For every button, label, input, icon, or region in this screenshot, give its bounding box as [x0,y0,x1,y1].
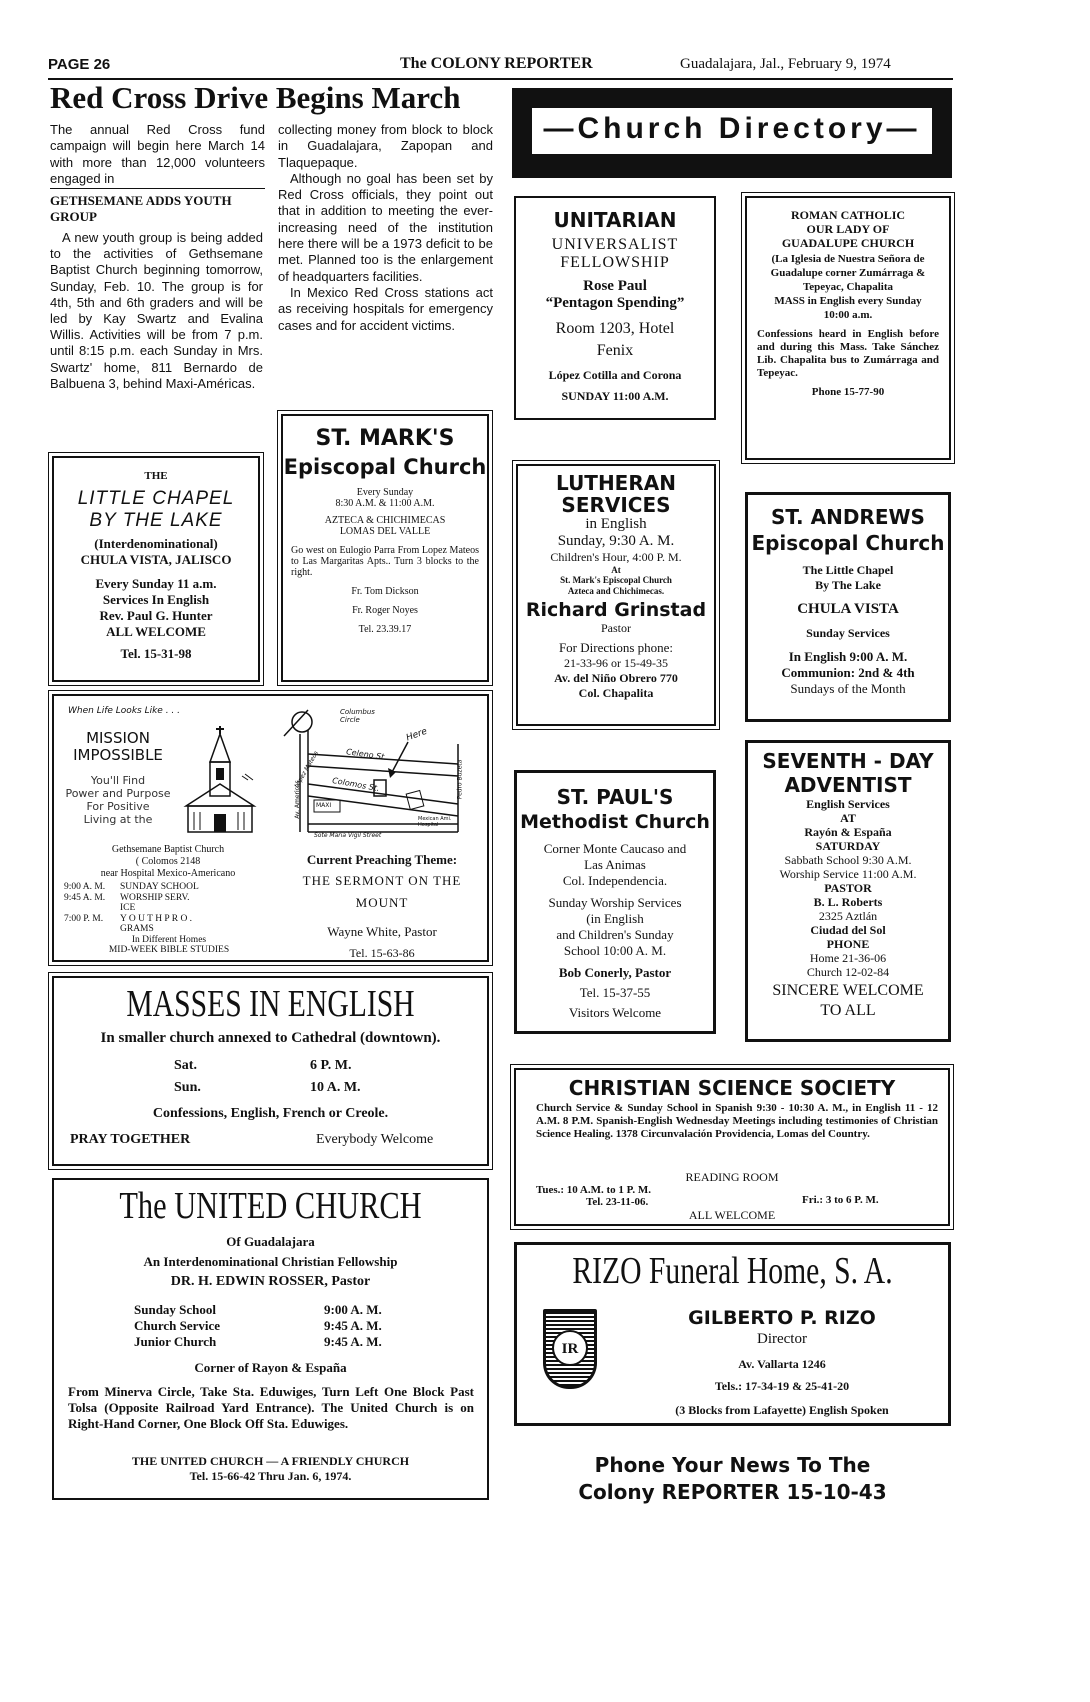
mi-l10: near Hospital Mexico-Americano [100,868,236,879]
sp-t2: Methodist Church [520,811,710,833]
mi-l8: Gethsemane Baptist Church [111,844,225,855]
mi-l7: Living at the [83,813,153,826]
ad-l13: Church 12-02-84 [806,965,890,979]
lc-name1: LITTLE CHAPEL [77,488,235,509]
uc-s1: Sunday School [134,1302,217,1317]
ad-l7: PASTOR [824,881,872,895]
uc-of: Of Guadalajara [226,1234,315,1249]
ad-l11: PHONE [826,937,870,951]
sm-p1: Fr. Tom Dickson [351,586,419,597]
masses-sun: Sun. [174,1080,201,1095]
uc-pastor: DR. H. EDWIN ROSSER, Pastor [170,1274,371,1289]
gethsemane-headline: GETHSEMANE ADDS YOUTH GROUP [50,193,232,224]
rizo-tels: Tels.: 17-34-19 & 25-41-20 [714,1379,850,1393]
rc-tel: Phone 15-77-90 [811,386,885,398]
sm-title2: Episcopal Church [283,455,487,479]
masses-conf: Confessions, English, French or Creole. [152,1106,389,1121]
sm-p2: Fr. Roger Noyes [352,605,418,616]
christian-science-ad [514,1068,950,1226]
sp-tel: Tel. 15-37-55 [579,985,651,1000]
un-speaker: Rose Paul [583,278,647,294]
mi-l11: In Different Homes [131,934,207,945]
sa-l7: Sundays of the Month [790,681,906,696]
little-chapel-ad [52,456,260,682]
page-number: PAGE 26 [48,56,111,73]
mi-l3: IMPOSSIBLE [73,746,163,764]
sp-l4: Sunday Worship Services [548,895,682,910]
rizo-name: GILBERTO P. RIZO [688,1307,876,1329]
map-maxi: MAXI [316,802,332,809]
sp-t1: ST. PAUL'S [556,785,674,809]
masses-sun-time: 10 A. M. [310,1080,361,1095]
mission-ad [52,694,489,962]
cs-welcome: ALL WELCOME [688,1208,776,1222]
ad-l2: AT [840,811,856,825]
sm-l3: AZTECA & CHICHIMECAS [324,515,446,526]
masses-ad [52,976,489,1166]
map-here: Here [404,726,429,744]
masses-sat: Sat. [174,1058,197,1073]
adventist-ad [745,740,951,1042]
mi-l5: Power and Purpose [65,787,171,800]
red-cross-col2 [278,122,493,334]
sa-t2: Episcopal Church [751,531,945,555]
un-t3: FELLOWSHIP [560,254,670,271]
sa-l5: In English 9:00 A. M. [788,649,908,664]
sa-l6: Communion: 2nd & 4th [781,665,915,680]
ad-l1: English Services [806,797,890,811]
sa-l4: Sunday Services [806,626,890,640]
un-topic: “Pentagon Spending” [545,295,685,311]
cs-tel: Tel. 23-11-06. [586,1196,649,1208]
mi-s1a: 9:00 A. M. [64,882,106,892]
sp-l2: Las Animas [584,857,646,872]
rc-l5: MASS in English every Sunday 10:00 a.m. [774,295,922,321]
st-pauls-ad [514,770,716,1034]
mi-l4: You'll Find [90,774,146,787]
uc-title: The UNITED CHURCH [119,1185,422,1227]
masses-welcome: Everybody Welcome [316,1132,434,1147]
church-drawing-icon [172,722,272,840]
mi-theme: THE SERMONT ON THE MOUNT [302,873,462,910]
unitarian-ad [514,196,716,420]
sm-dir: Go west on Eulogio Parra From Lopez Mateos to Las Margaritas Apts.. Turn 3 blocks to the right. [291,545,479,578]
ad-l10: Ciudad del Sol [810,923,886,937]
cs-rr: READING ROOM [685,1170,779,1184]
lu-l5: St. Mark's Episcopal Church [560,575,672,585]
lutheran-ad [516,464,716,726]
sa-l2: By The Lake [815,578,881,592]
rizo-role: Director [757,1331,807,1347]
map-pedro: Pedro Buzeta [456,759,464,800]
lu-l10: Col. Chapalita [578,686,654,700]
mi-schedule [64,882,274,956]
footer-l2: Colony REPORTER 15-10-43 [578,1480,887,1504]
st-marks-ad [281,414,489,682]
sp-pastor: Bob Conerly, Pastor [558,965,672,980]
lc-l2: Services In English [102,592,210,607]
uc-desc: An Interdenominational Christian Fellowship [143,1254,398,1269]
sm-l4: LOMAS DEL VALLE [339,526,431,537]
rizo-note: (3 Blocks from Lafayette) English Spoken [675,1403,889,1417]
sm-l1: Every Sunday [356,487,414,498]
sp-l1: Corner Monte Caucaso and [543,841,687,856]
masses-sub: In smaller church annexed to Cathedral (downtown). [100,1030,441,1046]
un-hotel: Fenix [596,342,634,359]
uc-dir: From Minerva Circle, Take Sta. Eduwiges, Turn Left One Block Past Tolsa (Opposite Railroad Yard Entrance). The United Church is on Right-Hand Corner, One Block Off Sta. Eduwiges. [68,1384,474,1431]
lu-l1: in English [585,516,647,532]
lc-l4: ALL WELCOME [106,624,206,639]
lu-l3: Children's Hour, 4:00 P. M. [550,550,682,564]
mi-s3b: Y O U T H P R O . [120,913,193,924]
red-cross-p2: Although no goal has been set by Red Cross officials, they point out that in addition to meeting the ever-increasing need of the institution here there will be a 1973 deficit to be met. Planned too is the enlargement of headquarters facilities. [278,170,493,284]
mi-tagline [62,774,174,826]
ad-l8: B. L. Roberts [813,895,883,909]
lu-t1: LUTHERAN [556,471,676,495]
lc-place: CHULA VISTA, JALISCO [80,552,232,567]
lc-l3: Rev. Paul G. Hunter [99,608,213,623]
mi-l12: MID-WEEK BIBLE STUDIES [108,945,230,955]
mi-church-info [60,844,276,880]
un-t2: UNIVERSALIST [551,236,679,253]
gethsemane-body: A new youth group is being added to the activities of Gethsemane Baptist Church beginning tomorrow, Sunday, Feb. 10. The group is for 4th, 5th and 6th graders and will be led by Kay Swartz and Evalina Willis. Activities will be from 7 p.m. until 8:15 p.m. each Sunday in Mrs. Swartz' home, 811 Bernardo de Balbuena 3, behind Maxi-Américas. [50,230,263,391]
mi-s2a: 9:45 A. M. [64,892,106,903]
ad-l3: Rayón & España [804,825,892,839]
ad-l5: Sabbath School 9:30 A.M. [784,853,912,867]
cs-body: Church Service & Sunday School in Spanish 9:30 - 10:30 A. M., in English 11 - 12 A.M. 8 P.M. Spanish-English Wednesday Meetings including testimonies of Christian Science Healing. 1378 Circunvalación Providencia, Lomas del Country. [536,1102,938,1140]
ad-l4: SATURDAY [815,839,881,853]
lu-l6: Azteca and Chichimecas. [567,586,665,596]
lc-name2: BY THE LAKE [89,510,223,531]
map-sote: Sote Maria Vigil Street [314,832,382,839]
mi-s2c: ICE [120,903,136,913]
divider [50,188,265,189]
sa-l1: The Little Chapel [802,563,894,577]
sp-l6: and Children's Sunday [556,927,674,942]
rc-l1: ROMAN CATHOLIC [790,208,906,222]
masses-sat-time: 6 P. M. [310,1058,352,1073]
uc-t3: 9:45 A. M. [324,1334,382,1349]
footer-l1: Phone Your News To The [594,1453,871,1477]
rc-l4: (La Iglesia de Nuestra Señora de Guadalupe corner Zumárraga & Tepeyac, Chapalita [770,253,926,293]
lc-denom: (Interdenominational) [94,536,218,551]
ad-l12: Home 21-36-06 [809,951,887,965]
rizo-ad [514,1242,951,1426]
united-church-ad [52,1178,489,1500]
map-hospital: Mexican Ami. Hospital [418,816,452,828]
sp-l7: School 10:00 A. M. [563,943,667,958]
sp-l3: Col. Independencia. [562,873,668,888]
uc-t2: 9:45 A. M. [324,1318,382,1333]
directory-banner [512,88,952,178]
sa-t1: ST. ANDREWS [771,505,925,529]
mi-s3a: 7:00 P. M. [64,913,104,924]
red-cross-p1: collecting money from block to block in Guadalajara, Zapopan and Tlaquepaque. [278,122,493,170]
uc-corner: Corner of Rayon & España [194,1360,347,1375]
sp-l5: (in English [586,911,644,926]
sm-title1: ST. MARK'S [315,426,455,451]
masses-title: MASSES IN ENGLISH [126,983,415,1025]
sm-l2: 8:30 A.M. & 11:00 A.M. [335,498,435,509]
cs-title: CHRISTIAN SCIENCE SOCIETY [568,1076,896,1100]
uc-times [324,1302,382,1350]
mi-s1b: SUNDAY SCHOOL [120,882,199,892]
rc-l3: GUADALUPE CHURCH [781,236,915,250]
map-colomos: Colomos St. [331,775,381,794]
mi-theme-label: Current Preaching Theme: [306,852,458,867]
ad-t1: SEVENTH - DAY [762,749,934,773]
un-addr: López Cotilla and Corona [548,368,682,382]
lc-l1: Every Sunday 11 a.m. [95,576,217,591]
lc-tel: Tel. 15-31-98 [120,646,192,661]
mi-l9: ( Colomos 2148 [135,856,201,867]
red-cross-headline: Red Cross Drive Begins March [50,80,461,115]
mi-s3c: GRAMS [120,924,154,934]
ad-l9: 2325 Aztlán [818,909,878,923]
footer-notice [514,1452,951,1506]
red-cross-p3: In Mexico Red Cross stations act as receiving hospitals for emergency cases and for accident victims. [278,284,493,333]
rc-l2: OUR LADY OF [806,222,890,236]
uc-tel: Tel. 15-66-42 Thru Jan. 6, 1974. [189,1469,352,1483]
lu-l8: 21-33-96 or 15-49-35 [564,656,668,670]
un-t1: UNITARIAN [553,208,677,232]
lc-the: THE [144,470,168,482]
lu-pastor: Richard Grinstad [525,599,707,621]
ad-t2: ADVENTIST [784,773,912,797]
uc-services [134,1302,220,1350]
red-cross-col1: The annual Red Cross fund campaign will begin here March 14 with more than 12,000 volunteers engaged in [50,122,265,186]
sp-l8: Visitors Welcome [568,1005,662,1020]
map-lopez: Lopez Mateos [293,749,320,790]
cs-tues: Tues.: 10 A.M. to 1 P. M. [536,1184,651,1196]
mi-l6: For Positive [86,800,150,813]
lu-l4: At [611,565,621,575]
masses-pray: PRAY TOGETHER [70,1132,191,1147]
paper-name: The COLONY REPORTER [400,55,593,72]
mi-tel: Tel. 15-63-86 [349,946,415,960]
uc-s2: Church Service [134,1318,221,1333]
sm-tel: Tel. 23.39.17 [358,624,412,635]
ad-l14: SINCERE WELCOME [772,982,924,999]
mi-title [58,730,178,764]
map-celeno: Celeno St. [345,747,388,762]
directory-title: —Church Directory— [543,112,921,145]
un-when: SUNDAY 11:00 A.M. [561,389,669,403]
mi-l2: MISSION [86,729,150,747]
ad-l6: Worship Service 11:00 A.M. [779,867,917,881]
map-columbus: Columbus Circle [340,708,375,724]
st-andrews-ad [745,492,951,722]
mi-pastor: Wayne White, Pastor [327,924,437,939]
dateline: Guadalajara, Jal., February 9, 1974 [680,56,891,72]
rizo-addr: Av. Vallarta 1246 [738,1357,826,1371]
mi-l1: When Life Looks Like . . . [68,706,181,716]
map-av: Av. Americas [293,780,301,819]
cs-fri: Fri.: 3 to 6 P. M. [802,1194,879,1206]
ad-l15: TO ALL [820,1002,876,1019]
sa-l3: CHULA VISTA [797,601,899,617]
roman-catholic-ad [745,196,951,460]
lu-t2: SERVICES [561,493,671,517]
rizo-logo-icon [543,1309,597,1389]
mi-s2b: WORSHIP SERV. [120,892,190,903]
rizo-logo-text: IR [552,1330,588,1366]
lu-role: Pastor [601,621,631,635]
lu-l2: Sunday, 9:30 A. M. [557,533,675,549]
lu-l7: For Directions phone: [558,640,674,655]
uc-t1: 9:00 A. M. [324,1302,382,1317]
rc-l6: Confessions heard in English before and during this Mass. Take Sánchez Lib. Chapalita bus to Zumárraga and Tepeyac. [757,328,939,379]
lu-l9: Av. del Niño Obrero 770 [554,671,678,685]
uc-slogan: THE UNITED CHURCH — A FRIENDLY CHURCH [131,1454,410,1468]
un-room: Room 1203, Hotel [555,320,675,337]
rizo-title: RIZO Funeral Home, S. A. [572,1250,893,1292]
uc-s3: Junior Church [134,1334,217,1349]
